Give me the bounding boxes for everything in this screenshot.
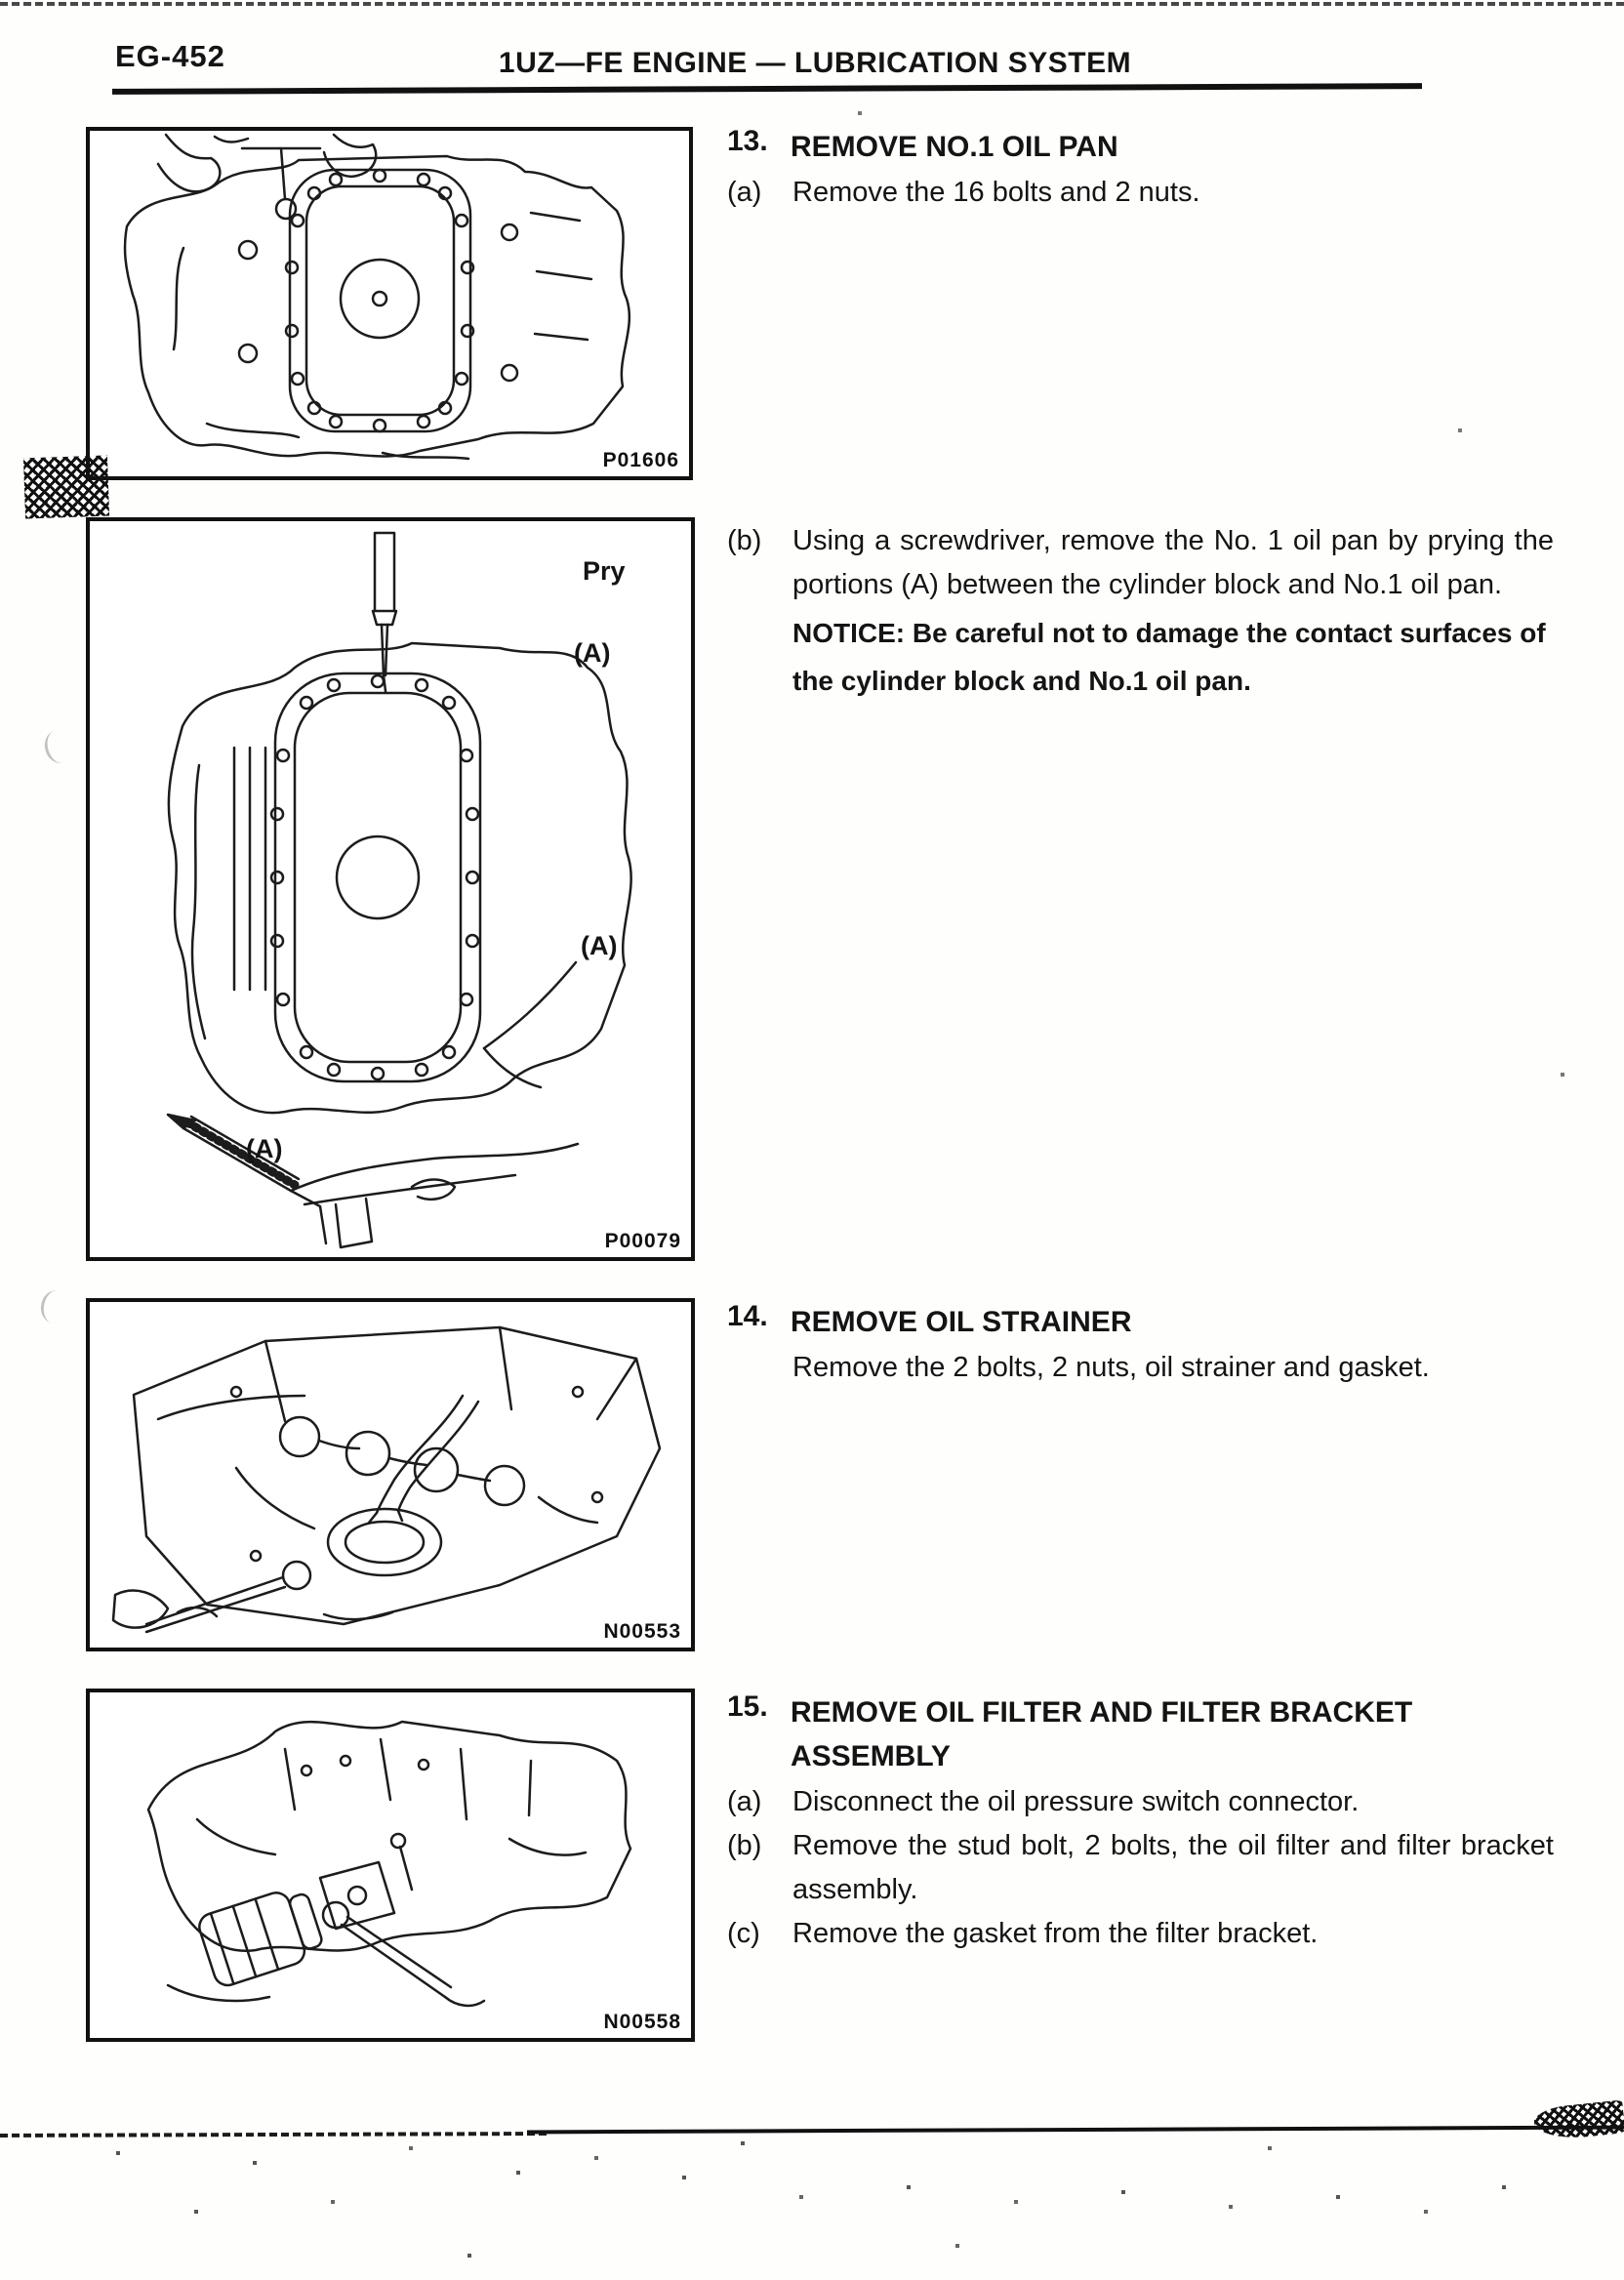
step-13b-label: (b) xyxy=(727,525,762,556)
oil-filter-drawing xyxy=(90,1692,683,2030)
step-15b-text: Remove the stud bolt, 2 bolts, the oil filter and filter bracket assembly. xyxy=(792,1830,1554,1905)
step-15a-label: (a) xyxy=(727,1786,762,1817)
point-a-mid-annotation: (A) xyxy=(581,931,618,960)
scan-artifact-bottom-dash xyxy=(0,2132,547,2138)
engine-top-view-drawing xyxy=(90,131,681,468)
figure-code-label: P00079 xyxy=(604,1230,681,1252)
scan-artifact-bottom-line xyxy=(527,2126,1624,2135)
point-a-top-annotation: (A) xyxy=(574,638,611,668)
section-15-title: REMOVE OIL FILTER AND FILTER BRACKET ASSEMBLY xyxy=(791,1696,1413,1772)
scan-noise xyxy=(0,0,2,2)
figure-oil-filter xyxy=(86,1689,695,2042)
section-14-title: REMOVE OIL STRAINER xyxy=(791,1306,1132,1338)
scan-artifact-top-edge xyxy=(0,2,1624,6)
section-tab-mark xyxy=(23,456,109,519)
section-15-number: 15. xyxy=(727,1690,768,1723)
figure-oil-strainer xyxy=(86,1298,695,1651)
figure-code-label: N00558 xyxy=(603,2011,681,2033)
section-15 xyxy=(727,1690,1557,1956)
section-13b xyxy=(727,519,1557,705)
section-13-title: REMOVE NO.1 OIL PAN xyxy=(791,131,1118,163)
figure-code-label: P01606 xyxy=(602,449,679,471)
scan-artifact-curl xyxy=(41,727,77,766)
step-13b-text: Using a screwdriver, remove the No. 1 oil pan by prying the portions (A) between the cylinder block and No.1 oil pan. xyxy=(792,525,1554,600)
header-rule xyxy=(112,83,1422,95)
oil-strainer-drawing xyxy=(90,1302,683,1640)
point-a-bottom-annotation: (A) xyxy=(246,1134,283,1163)
section-13-number: 13. xyxy=(727,125,768,157)
step-15a-text: Disconnect the oil pressure switch connector. xyxy=(792,1786,1360,1817)
pry-annotation: Pry xyxy=(583,556,626,586)
notice-text: NOTICE: Be careful not to damage the contact surfaces of the cylinder block and No.1 oil pan. xyxy=(792,618,1546,696)
page-code: EG-452 xyxy=(115,39,225,73)
step-13a-label: (a) xyxy=(727,177,762,208)
step-15b-label: (b) xyxy=(727,1830,762,1861)
step-15c-label: (c) xyxy=(727,1918,760,1949)
section-14-body: Remove the 2 bolts, 2 nuts, oil strainer and gasket. xyxy=(792,1352,1430,1383)
figure-pry-oil-pan xyxy=(86,517,695,1261)
section-14 xyxy=(727,1300,1557,1390)
scan-artifact-corner-smudge xyxy=(1532,2099,1624,2141)
step-15c-text: Remove the gasket from the filter bracket. xyxy=(792,1918,1319,1949)
pry-oil-pan-drawing xyxy=(90,521,683,1249)
page-title: 1UZ—FE ENGINE — LUBRICATION SYSTEM xyxy=(498,47,1132,79)
section-14-number: 14. xyxy=(727,1300,768,1332)
step-13a-text: Remove the 16 bolts and 2 nuts. xyxy=(792,177,1200,208)
figure-code-label: N00553 xyxy=(603,1620,681,1643)
figure-oil-pan-bolts xyxy=(86,127,693,480)
scan-artifact-curl xyxy=(38,1288,71,1326)
section-13 xyxy=(727,125,1557,215)
